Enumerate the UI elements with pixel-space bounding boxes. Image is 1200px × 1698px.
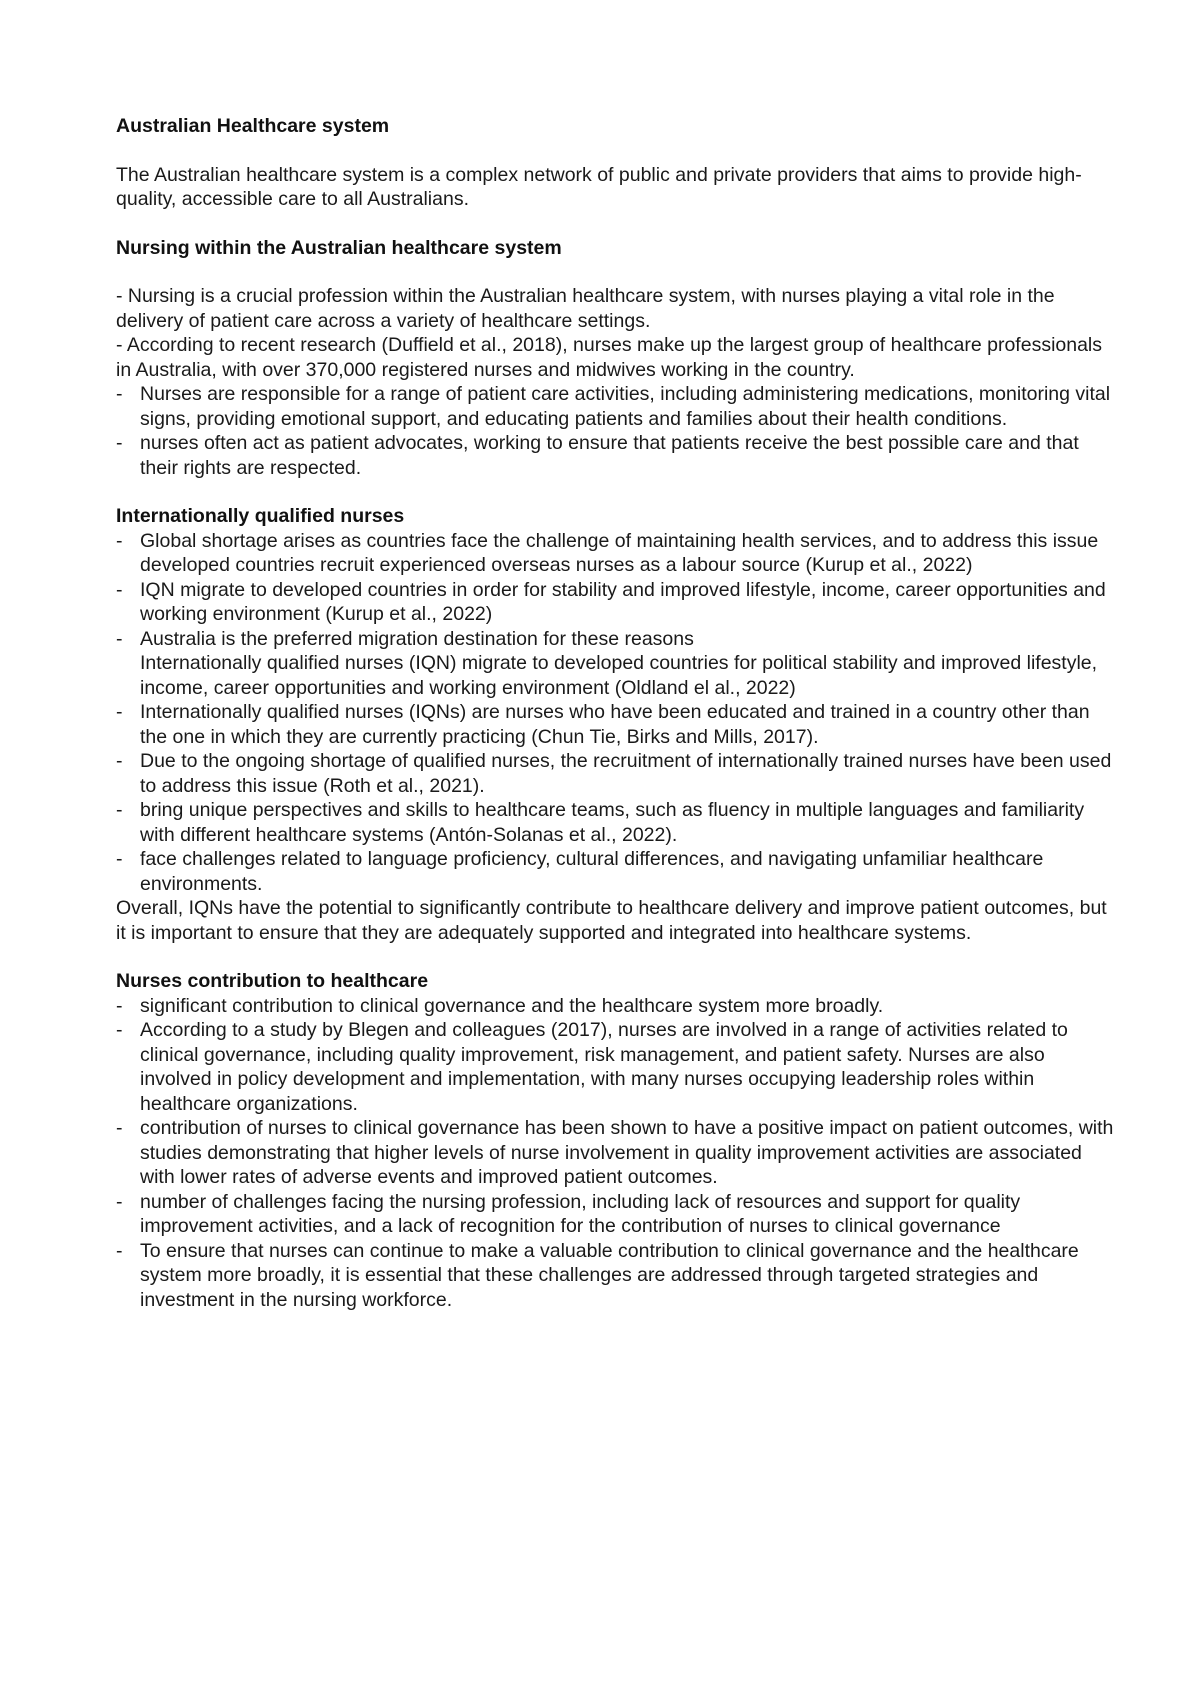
list-item: - nurses often act as patient advocates, working to ensure that patients receive the best possible care and that their rights are respected. <box>116 431 1116 480</box>
paragraph-healthcare-overview: The Australian healthcare system is a complex network of public and private providers that aims to provide high-quality, accessible care to all Australians. <box>116 163 1082 210</box>
heading-nurses-contribution: Nurses contribution to healthcare <box>116 970 429 992</box>
list-item: - bring unique perspectives and skills to healthcare teams, such as fluency in multiple languages and familiarity with different healthcare systems (Antón-Solanas et al., 2022). <box>116 798 1116 847</box>
nursing-line: - According to recent research (Duffield et al., 2018), nurses make up the largest group of healthcare professionals in Australia, with over 370,000 registered nurses and midwives working in the country. <box>116 334 1103 381</box>
list-item: - IQN migrate to developed countries in order for stability and improved lifestyle, income, career opportunities and working environment (Kurup et al., 2022) <box>116 578 1116 627</box>
paragraph-iqn-summary: Overall, IQNs have the potential to significantly contribute to healthcare delivery and improve patient outcomes, but it is important to ensure that they are adequately supported and integrated into healthcare systems. <box>116 897 1107 944</box>
heading-nursing-within-system: Nursing within the Australian healthcare system <box>116 236 562 259</box>
list-item-continuation: Internationally qualified nurses (IQN) migrate to developed countries for political stability and improved lifestyle, income, career opportunities and working environment (Oldland el al., 2022) <box>140 652 1098 699</box>
list-item: - Internationally qualified nurses (IQNs) are nurses who have been educated and trained in a country other than the one in which they are currently practicing (Chun Tie, Birks and Mills, 2017). <box>116 700 1116 749</box>
nursing-lines <box>116 284 1116 382</box>
heading-australian-healthcare-system: Australian Healthcare system <box>116 115 390 137</box>
contribution-bullet-list <box>116 994 1116 1313</box>
iqn-bullet-list <box>116 529 1116 897</box>
list-item: - number of challenges facing the nursing profession, including lack of resources and support for quality improvement activities, and a lack of recognition for the contribution of nurses to clinical governance <box>116 1190 1116 1239</box>
nursing-line: - Nursing is a crucial profession within the Australian healthcare system, with nurses playing a vital role in the delivery of patient care across a variety of healthcare settings. <box>116 285 1055 332</box>
list-item: - significant contribution to clinical governance and the healthcare system more broadly. <box>116 994 1116 1019</box>
nursing-bullet-list <box>116 382 1116 480</box>
list-item: - Due to the ongoing shortage of qualified nurses, the recruitment of internationally trained nurses have been used to address this issue (Roth et al., 2021). <box>116 749 1116 798</box>
list-item: - According to a study by Blegen and colleagues (2017), nurses are involved in a range of activities related to clinical governance, including quality improvement, risk management, and patient safety. Nurses are also involved in policy development and implementation, with many nurses occupying leadership roles within healthcare organizations. <box>116 1018 1116 1116</box>
list-item <box>116 627 1116 701</box>
list-item: - contribution of nurses to clinical governance has been shown to have a positive impact on patient outcomes, with studies demonstrating that higher levels of nurse involvement in quality improvement activities are associated with lower rates of adverse events and improved patient outcomes. <box>116 1116 1116 1190</box>
heading-internationally-qualified-nurses: Internationally qualified nurses <box>116 505 405 527</box>
list-item: - Global shortage arises as countries face the challenge of maintaining health services, and to address this issue developed countries recruit experienced overseas nurses as a labour source (Kurup et al., 2022) <box>116 529 1116 578</box>
list-item: - Nurses are responsible for a range of patient care activities, including administering medications, monitoring vital signs, providing emotional support, and educating patients and families about their health conditions. <box>116 382 1116 431</box>
document-page <box>116 114 1116 1312</box>
list-item-text: Australia is the preferred migration destination for these reasons <box>140 627 694 650</box>
list-item: - face challenges related to language proficiency, cultural differences, and navigating unfamiliar healthcare environments. <box>116 847 1116 896</box>
list-item: - To ensure that nurses can continue to make a valuable contribution to clinical governance and the healthcare system more broadly, it is essential that these challenges are addressed through targeted strategies and investment in the nursing workforce. <box>116 1239 1116 1313</box>
